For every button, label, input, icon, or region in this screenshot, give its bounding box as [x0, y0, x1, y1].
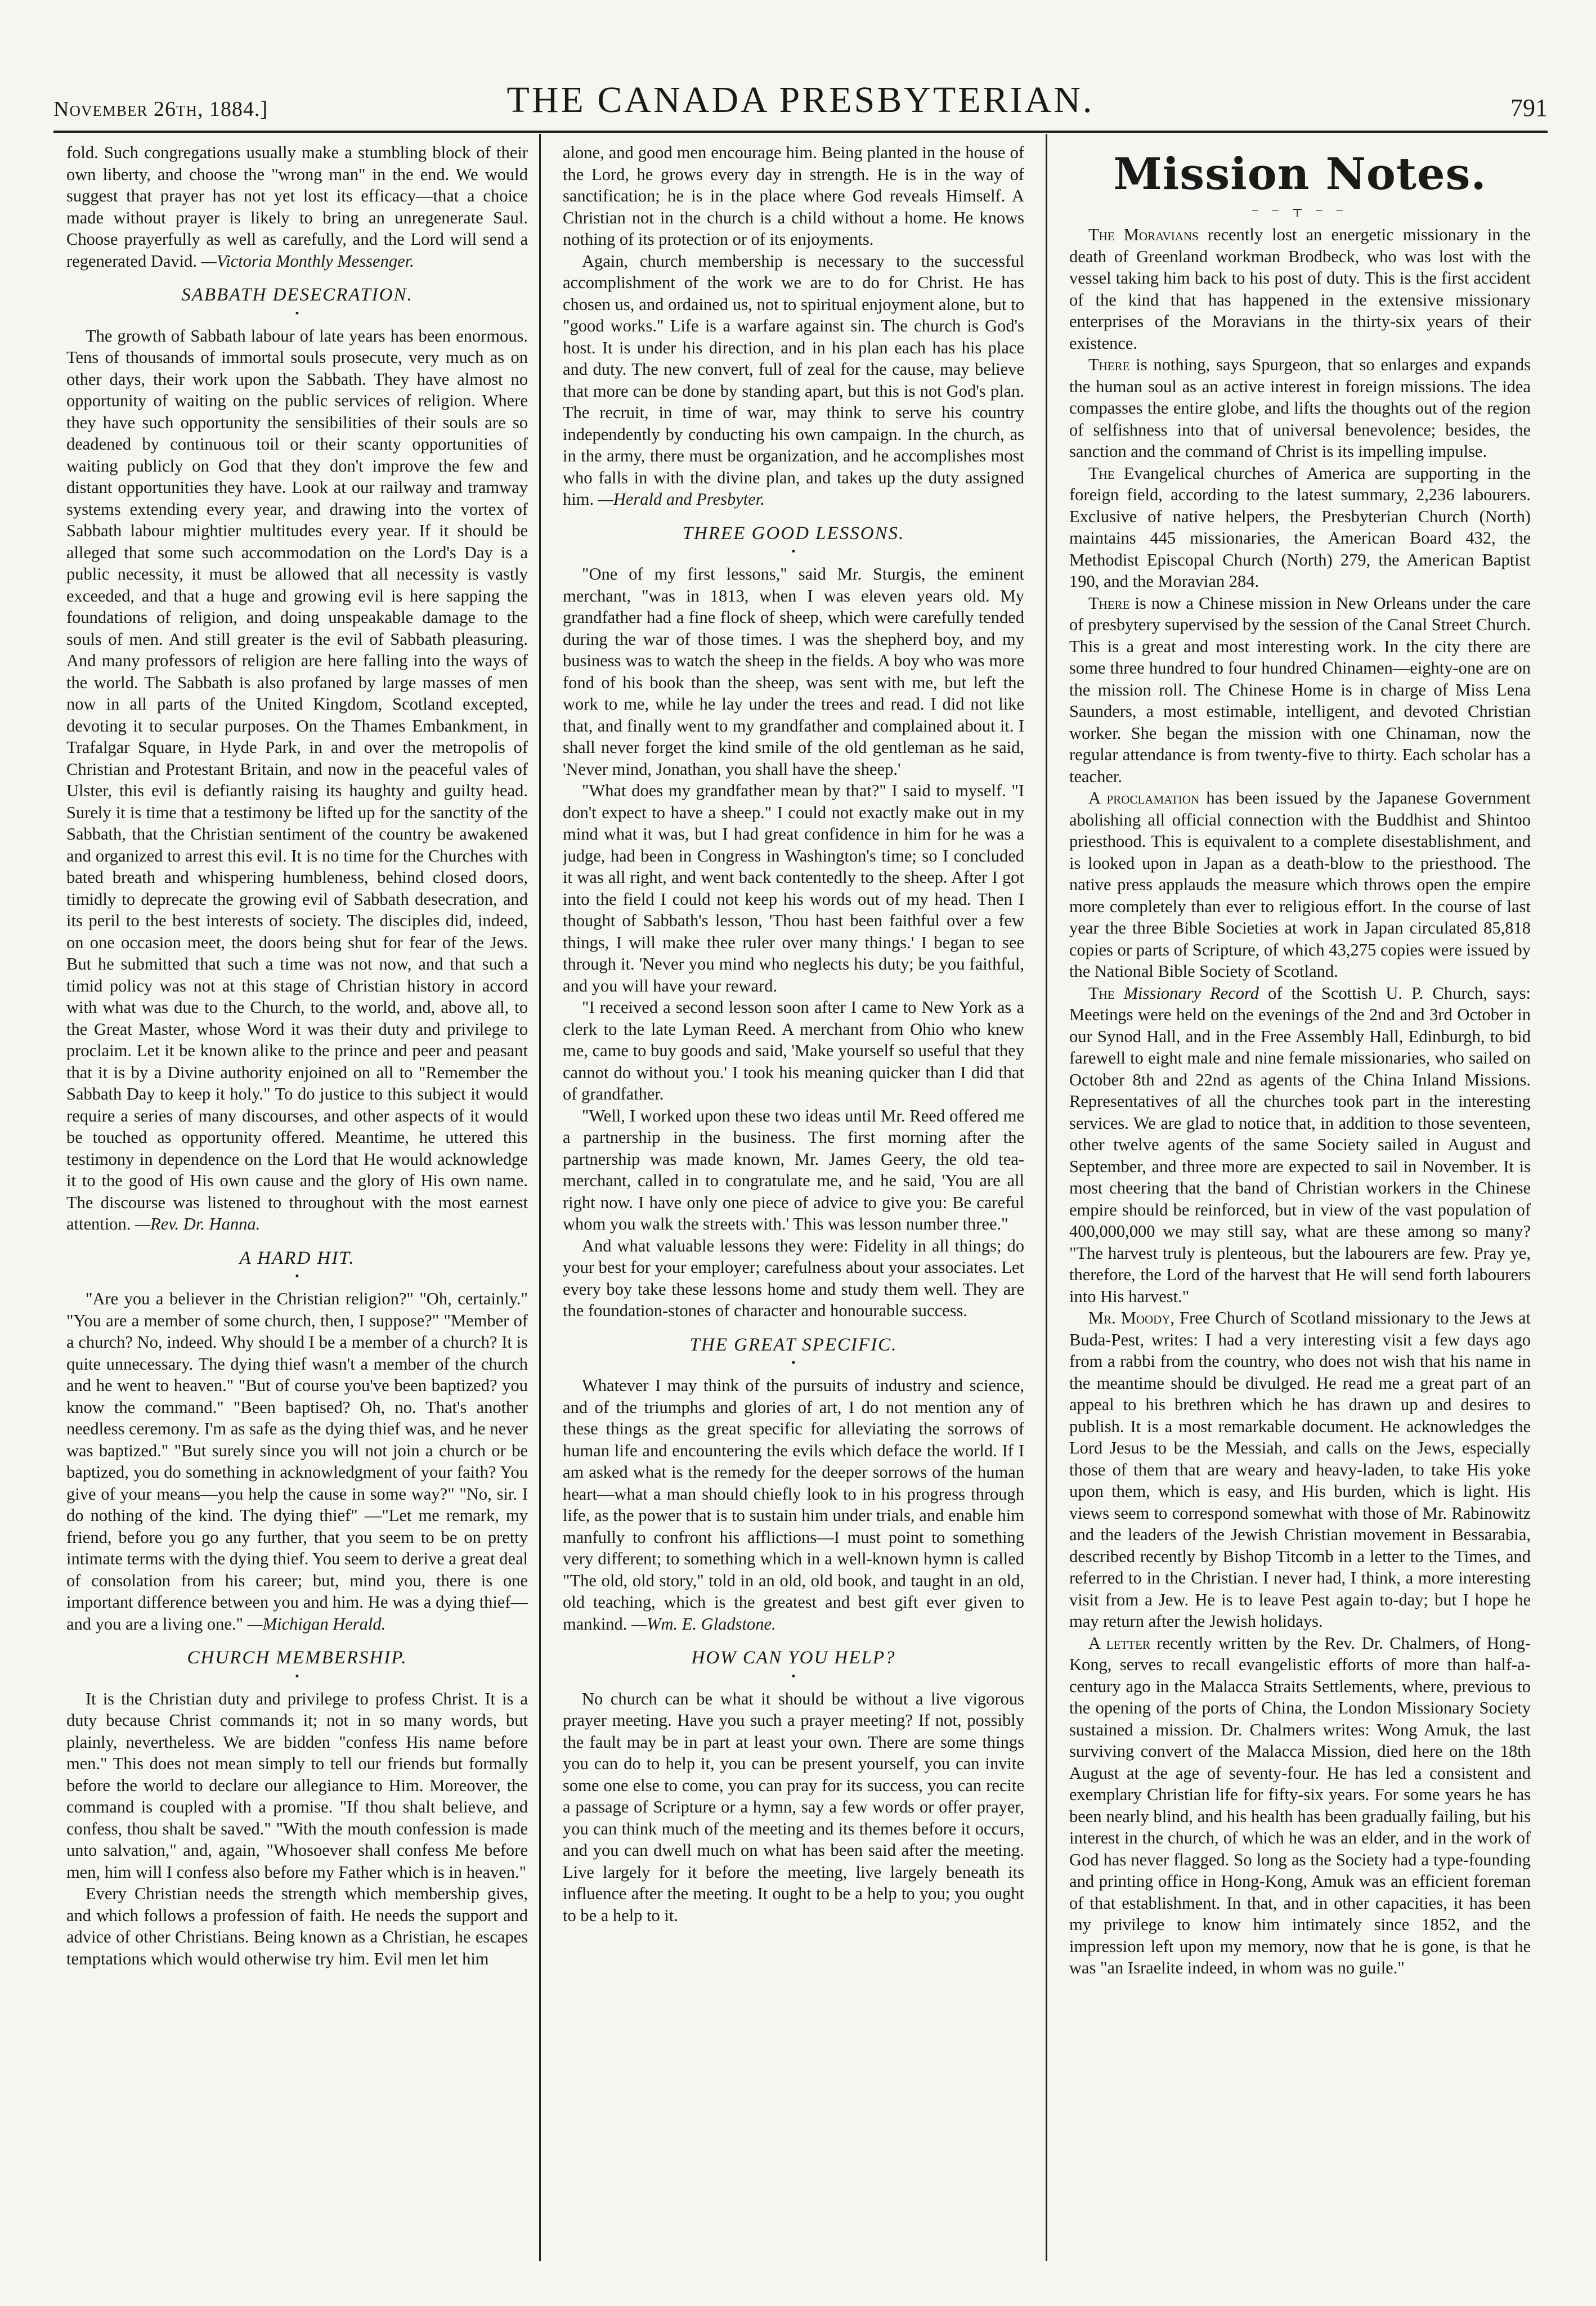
title-ornament: – – ┬ – –: [1252, 202, 1348, 216]
paragraph-text: "Are you a believer in the Christian religion?" "Oh, certainly." "You are a member of some church, then, I suppose?" "Member of a church? No, indeed. Why should I be a member of a church? It is quite unnecessary. The dying thief wasn't a member of the church and he went to heaven." "But of course you've been baptized? you know the command." "Been baptised? Oh, no. That's another needless ceremony. I'm as safe as the dying thief was, and he never was baptized." "But surely since you will not join a church or be baptized, you do something in acknowledgment of your faith? You give of your means—you help the cause in some way?" "No, sir. I do nothing of the kind. The dying thief" —"Let me remark, my friend, before you go any further, that you seem to be on pretty intimate terms with the dying thief. You seem to derive a great deal of consolation from his career; but, mind you, there is one important difference between you and him. He was a dying thief—and you are a living one.": [66, 1289, 528, 1634]
source-credit: —Victoria Monthly Messenger.: [201, 251, 414, 271]
mission-note: [1069, 787, 1531, 982]
note-italic: Missionary Record: [1114, 983, 1259, 1003]
note-lead: A letter: [1088, 1633, 1150, 1653]
mission-note: [1069, 1307, 1531, 1632]
mission-note: [1069, 593, 1531, 788]
note-text: is nothing, says Spurgeon, that so enlarges and expands the human soul as an active interest in foreign missions. The idea compasses the entire globe, and lifts the thoughts out of the region of selfishness into that of universal benevolence; besides, the sanction and the command of Christ is its impelling impulse.: [1069, 355, 1531, 461]
heading-sabbath-desecration: SABBATH DESECRATION.: [181, 285, 413, 305]
article-paragraph: alone, and good men encourage him. Being planted in the house of the Lord, he grows every day in strength. He is in the way of sanctification; he is in the place where God reveals Himself. A Christian not in the church is a child without a home. He knows nothing of its protection or of its enjoyments.: [563, 143, 1024, 249]
heading-ornament: ▪: [791, 545, 796, 557]
note-lead: The: [1088, 463, 1115, 483]
note-lead: The Moravians: [1088, 225, 1199, 244]
article-paragraph: [66, 325, 528, 1235]
heading-ornament: ▪: [295, 1670, 299, 1681]
column-2: [563, 142, 1024, 2263]
mission-note: [1069, 224, 1531, 354]
masthead: [53, 79, 1548, 129]
header-rule: [53, 131, 1548, 133]
article-paragraph: "One of my first lessons," said Mr. Sturgis, the eminent merchant, "was in 1813, when I was eleven years old. My grandfather had a fine flock of sheep, which were carefully tended during the war of those times. I was the shepherd boy, and my business was to watch the sheep in the fields. A boy who was more fond of his book than the sheep, was sent with me, but left the work to me, while he lay under the trees and read. I did not like that, and finally went to my grandfather and complained about it. I shall never forget the kind smile of the old gentleman as he said, 'Never mind, Jonathan, you shall have the sheep.': [563, 564, 1024, 779]
article-paragraph: Every Christian needs the strength which membership gives, and which follows a profession of faith. He needs the support and advice of other Christians. Being known as a Christian, he escapes temptations which would otherwise try him. Evil men let him: [66, 1884, 528, 1968]
source-credit: —Herald and Presbyter.: [598, 490, 765, 509]
paragraph-text: fold. Such congregations usually make a stumbling block of their own liberty, and choose the "wrong man" in the end. We would suggest that prayer has not yet lost its efficacy—that a choice made without prayer is likely to bring an unregenerate Saul. Choose prayerfully as well as carefully, and the Lord will send a regenerated David.: [66, 143, 528, 271]
heading-ornament: ▪: [295, 1270, 299, 1281]
paragraph-text: The growth of Sabbath labour of late years has been enormous. Tens of thousands of immortal souls prosecute, very much as on other days, their work upon the Sabbath. They have almost no opportunity of waiting on the public services of religion. Where they have such opportunity the sensibilities of their souls are so deadened by continuous toil or their scanty opportunities of waiting publicly on God that they don't improve the few and distant opportunities they have. Look at our railway and tramway systems extending every year, and drawing into the vortex of Sabbath labour mightier multitudes every year. If it should be alleged that some such accommodation on the Lord's Day is a public necessity, it must be allowed that all necessity is vastly exceeded, and that a huge and growing evil is here sapping the foundations of religion, and doing unspeakable damage to the souls of men. And still greater is the evil of Sabbath pleasuring. And many professors of religion are here falling into the ways of the world. The Sabbath is also profaned by large masses of men now in all parts of the United Kingdom, Scotland excepted, devoting it to secular purposes. On the Thames Embankment, in Trafalgar Square, in Hyde Park, in and over the metropolis of Christian and Protestant Britain, and now in the peaceful vales of Ulster, this evil is defiantly raising its haughty and guilty head. Surely it is time that a testimony be lifted up for the sanctity of the Sabbath, that the Christian sentiment of the country be awakened and organized to arrest this evil. It is no time for the Churches with bated breath and whispering humbleness, behind closed doors, timidly to deprecate the growing evil of Sabbath desecration, and its peril to the best interests of society. The disciples did, indeed, on one occasion meet, the doors being shut for fear of the Jews. But he submitted that such a time was not now, and that such a timid policy was not at this stage of Christian history in accord with what was due to the Church, to the world, and, above all, to the Great Master, whose Word it was their duty and privilege to proclaim. Let it be known alike to the prince and peer and peasant that it is by a Divine authority enjoined on all to "Remember the Sabbath Day to keep it holy." To do justice to this subject it would require a series of many discourses, and other aspects of it would be touched as opportunity offered. Meantime, he uttered this testimony in dependence on the Lord that He would acknowledge it to the good of His own cause and the glory of His own name. The discourse was listened to throughout with the most earnest attention.: [66, 326, 528, 1233]
mission-note: [1069, 463, 1531, 593]
heading-how-can-you-help: HOW CAN YOU HELP?: [691, 1648, 896, 1668]
note-text: is now a Chinese mission in New Orleans under the care of presbytery supervised by the session of the Canal Street Church. This is a great and most interesting work. In the city there are some three hundred to four hundred Chinamen—eighty-one are on the mission roll. The Chinese Home is in charge of Miss Lena Saunders, a most estimable, intelligent, and devoted Christian worker. She began the mission with one Chinaman, now the regular attendance is from twenty-five to thirty. Each scholar has a teacher.: [1069, 593, 1531, 786]
article-end-paragraph: [66, 142, 528, 272]
heading-church-membership: CHURCH MEMBERSHIP.: [187, 1648, 407, 1668]
page-number: 791: [1510, 94, 1548, 122]
article-paragraph: And what valuable lessons they were: Fidelity in all things; do your best for your employer; carefulness about your associates. Let every boy take these lessons home and study them well. They are the foundation-stones of character and honourable success.: [563, 1236, 1024, 1320]
column-1: [66, 142, 528, 2263]
heading-ornament: ▪: [791, 1670, 796, 1681]
note-text: Free Church of Scotland missionary to the Jews at Buda-Pest, writes: I had a very interesting visit a few days ago from a rabbi from the country, who does not wish that his name in the meantime should be divulged. He read me a great part of an appeal to his brethren which he has drawn up and desires to publish. It is a most remarkable document. He acknowledges the Lord Jesus to be the Messiah, and calls on the Jews, especially those of them that are weary and heavy-laden, to take His yoke upon them, which is easy, and His burden, which is light. His views seem to correspond somewhat with those of Mr. Rabinowitz and the leaders of the Jewish Christian movement in Bessarabia, described recently by Bishop Titcomb in a letter to the Times, and referred to in the Christian. I never had, I think, a more interesting visit from a Jew. He is to leave Pest again to-day; but I hope he may return after the Jewish holidays.: [1069, 1308, 1531, 1631]
source-credit: —Michigan Herald.: [247, 1614, 386, 1634]
heading-ornament: ▪: [295, 307, 299, 318]
note-text: recently lost an energetic missionary in the death of Greenland workman Brodbeck, who was lost with the vessel taking him back to his post of duty. This is the first accident of the kind that has happened in the extensive missionary enterprises of the Moravians in the thirty-six years of their existence.: [1069, 225, 1531, 353]
article-paragraph: [66, 1288, 528, 1635]
heading-a-hard-hit: A HARD HIT.: [239, 1248, 355, 1268]
note-text: Evangelical churches of America are supporting in the foreign field, according to the latest summary, 2,236 labourers. Exclusive of native helpers, the Presbyterian Church (North) maintains 445 missionaries, the American Board 432, the Methodist Episcopal Church (North) 279, the American Baptist 190, and the Moravian 284.: [1069, 463, 1531, 591]
paragraph-text: Again, church membership is necessary to the successful accomplishment of the work we are to do for Christ. He has chosen us, and ordained us, not to spiritual enjoyment alone, but to "good works." Life is a warfare against sin. The church is God's host. It is under his direction, and in his plan each has his place and duty. The new convert, full of zeal for the cause, may believe that more can be done by standing apart, but this is not God's plan. The recruit, in time of war, may think to serve his country independently by conducting his own campaign. In the church, as in the army, there must be organization, and he accomplishes most who falls in with the divine plan, and takes up the duty assigned him.: [563, 251, 1024, 509]
mission-note: [1069, 982, 1531, 1308]
mission-notes-title: Mission Notes.: [1113, 149, 1487, 200]
article-paragraph: [563, 1375, 1024, 1635]
article-paragraph: It is the Christian duty and privilege to profess Christ. It is a duty because Christ commands it; not in so many words, but plainly, nevertheless. We are bidden "confess His name before men." This does not mean simply to tell our friends but formally before the world to declare our allegiance to Him. Moreover, the command is coupled with a promise. "If thou shalt believe, and confess, thou shalt be saved." "With the mouth confession is made unto salvation," and, again, "Whosoever shall confess Me before men, him will I confess also before my Father which is in heaven.": [66, 1689, 528, 1882]
mission-note: [1069, 1632, 1531, 1979]
column-rule-2: [1046, 134, 1047, 2261]
source-credit: —Wm. E. Gladstone.: [631, 1614, 776, 1634]
note-lead: There: [1088, 355, 1130, 374]
column-3: [1069, 142, 1531, 2263]
paragraph-text: Whatever I may think of the pursuits of industry and science, and of the triumphs and glories of art, I do not mention any of these things as the great specific for alleviating the sorrows of human life and encountering the evils which deface the world. If I am asked what is the remedy for the deeper sorrows of the human heart—what a man should chiefly look to in his progress through life, as the power that is to sustain him under trials, and enable him manfully to confront his afflictions—I must point to something very different; to something which in a well-known hymn is called "The old, old story," told in an old, old book, and taught in an old, old teaching, which is the greatest and best gift ever given to mankind.: [563, 1376, 1024, 1634]
heading-the-great-specific: THE GREAT SPECIFIC.: [689, 1334, 898, 1355]
mission-note: [1069, 354, 1531, 463]
article-paragraph: [563, 250, 1024, 510]
heading-three-good-lessons: THREE GOOD LESSONS.: [682, 523, 905, 544]
source-credit: —Rev. Dr. Hanna.: [135, 1214, 261, 1233]
note-text: recently written by the Rev. Dr. Chalmers, of Hong-Kong, serves to recall evangelistic efforts of more than half-a-century ago in the Malacca Straits Settlements, where, previous to the opening of the ports of China, the London Missionary Society sustained a mission. Dr. Chalmers writes: Wong Amuk, the last surviving convert of the Malacca Mission, died here on the 18th August at the age of seventy-four. He has led a consistent and exemplary Christian life for fifty-six years. For some years he has been nearly blind, and his health has been gradually failing, but his interest in the church, of which he was an elder, and in the work of God has never flagged. So long as the Society had a type-founding and printing office in Hong-Kong, Amuk was an efficient foreman of that establishment. In that, and in other capacities, it has been my privilege to know him intimately since 1852, and the impression left upon my memory, now that he is gone, is that he was "an Israelite indeed, in whom was no guile.": [1069, 1633, 1531, 1977]
article-paragraph: "I received a second lesson soon after I came to New York as a clerk to the late Lyman Reed. A merchant from Ohio who knew me, came to buy goods and said, 'Make yourself so useful that they cannot do without you.' I took his meaning quicker than I did that of grandfather.: [563, 998, 1024, 1103]
note-lead: A proclamation: [1088, 788, 1200, 807]
article-paragraph: No church can be what it should be without a live vigorous prayer meeting. Have you such a prayer meeting? If not, possibly the fault may be in part at least your own. There are some things you can do to help it, you can be present yourself, you can invite some one else to come, you can pray for its success, you can recite a passage of Scripture or a hymn, say a few words or offer prayer, you can think much of the meeting and its themes before it occurs, and you can dwell much on what has been said after the meeting. Live largely for it before the meeting, live largely beneath its influence after the meeting. It ought to be a help to you; you ought to be a help to it.: [563, 1689, 1024, 1925]
article-paragraph: "What does my grandfather mean by that?" I said to myself. "I don't expect to have a sheep." I could not exactly make out in my mind what it was, but I had great confidence in him for he was a judge, had been in Congress in Washington's time; so I concluded it was all right, and went back contentedly to the sheep. After I got into the field I could not keep his words out of my head. Then I thought of Sabbath's lesson, 'Thou hast been faithful over a few things, I will make thee ruler over many things.' I began to see through it. 'Never you mind who neglects his duty; be you faithful, and you will have your reward.: [563, 781, 1024, 995]
paper-title: THE CANADA PRESBYTERIAN.: [506, 79, 1095, 120]
column-rule-1: [539, 134, 541, 2261]
note-lead: Mr. Moody,: [1088, 1308, 1175, 1327]
note-text: has been issued by the Japanese Government abolishing all official connection with the Buddhist and Shintoo priesthood. This is equivalent to a complete disestablishment, and is looked upon in Japan as a death-blow to the priesthood. The native press applauds the measure which throws open the empire more completely than ever to religious effort. In the course of last year the three Bible Societies at work in Japan circulated 85,818 copies or parts of Scripture, of which 43,275 copies were issued by the National Bible Society of Scotland.: [1069, 788, 1531, 981]
note-lead: There: [1088, 593, 1130, 613]
note-lead: The: [1088, 983, 1115, 1003]
note-text: of the Scottish U. P. Church, says: Meetings were held on the evenings of the 2nd and 3rd October in our Synod Hall, and in the Free Assembly Hall, Edinburgh, to bid farewell to eight male and nine female missionaries, who sailed on October 8th and 22nd as agents of the China Inland Missions. Representatives of all the churches took part in the interesting services. We are glad to notice that, in addition to those seventeen, other twelve agents of the same Society sailed in August and September, and three more are expected to sail in November. It is most cheering that the band of Christian workers in the Chinese empire should be reinforced, but in view of the vast population of 400,000,000 we may still say, what are these among so many? "The harvest truly is plenteous, but the labourers are few. Pray ye, therefore, the Lord of the harvest that He will send forth labourers into His harvest.": [1069, 983, 1531, 1306]
issue-date: November 26th, 1884.]: [53, 97, 268, 121]
heading-ornament: ▪: [791, 1357, 796, 1368]
article-paragraph: "Well, I worked upon these two ideas until Mr. Reed offered me a partnership in the business. The first morning after the partnership was made known, Mr. James Geery, the old tea-merchant, called in to congratulate me, and he said, 'You are all right now. I have only one piece of advice to give you: Be careful whom you walk the streets with.' This was lesson number three.": [563, 1106, 1024, 1233]
